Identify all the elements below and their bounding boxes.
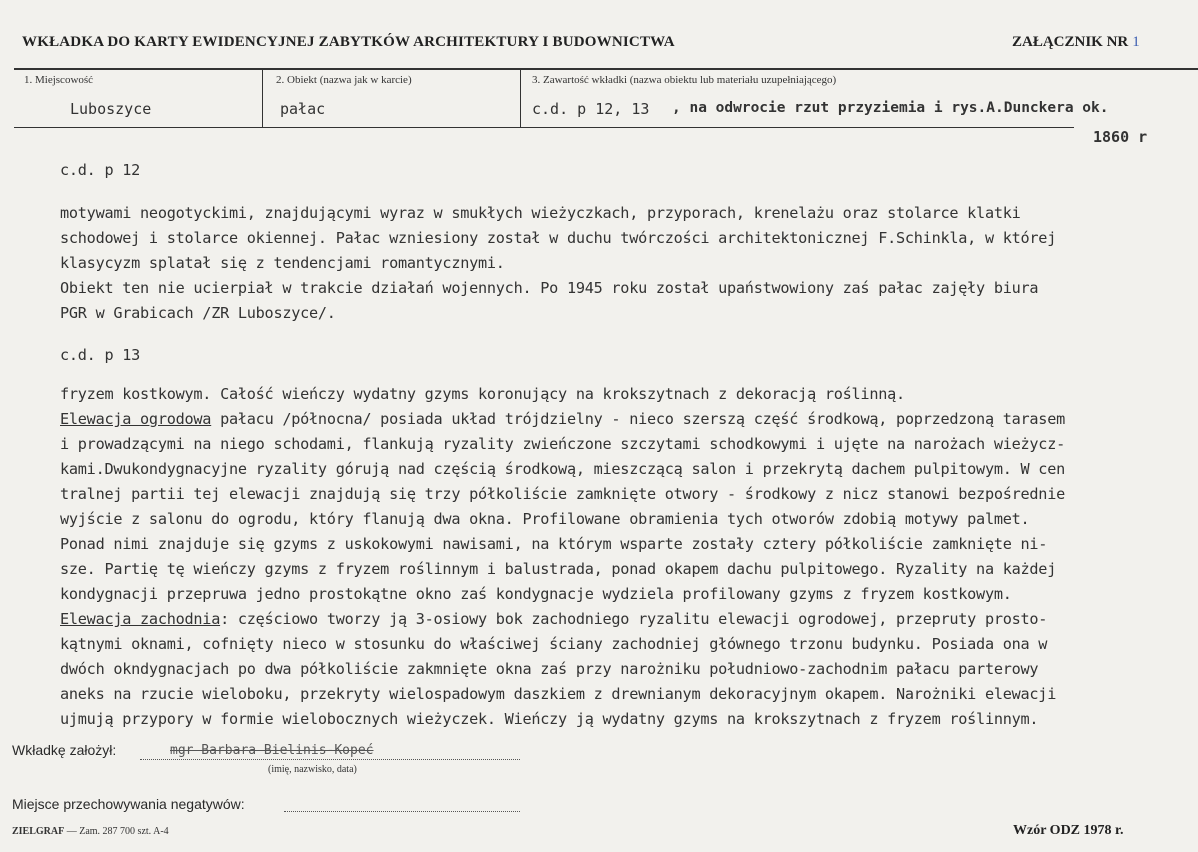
locality-caption: 1. Miejscowość [24,74,94,86]
content-value-pages: c.d. p 12, 13 [532,100,650,118]
p13-line: ujmują przypory w formie wielobocznych wieżyczek. Wieńczy ją wydatny gzyms na krokszytnach z fryzem roślinnym. [60,710,1039,728]
content-value-year: 1860 r [1093,128,1148,146]
garden-elevation-label: Elewacja ogrodowa [60,410,212,428]
printer-details: — Zam. 287 700 szt. A-4 [64,826,169,837]
author-hint: (imię, nazwisko, data) [268,764,357,775]
p12-line: motywami neogotyckimi, znajdującymi wyraz w smukłych wieżyczkach, przyporach, krenelażu oraz stolarce klatki [60,204,1021,222]
p13-line: wyjście z salonu do ogrodu, który flanują dwa okna. Profilowane obramienia tych otworów zdobią motywy palmet. [60,510,1030,528]
west-elevation-label: Elewacja zachodnia [60,610,221,628]
p13-line: kami.Dwukondygnacyjne ryzality górują nad częścią środkową, mieszczącą salon i przekrytą dachem pulpitowym. W cen [60,460,1065,478]
p13-line-west [60,610,1047,628]
p12-line: schodowej i stolarce okiennej. Pałac wzniesiony został w duchu twórczości architektonicznej F.Schinkla, w której [60,229,1057,247]
annex-number: 1 [1132,34,1140,50]
p13-line: dwóch okndygnacjach po dwa półkoliście zakmnięte okna zaś przy narożniku południowo-zachodnim pałacu parterowy [60,660,1039,678]
p13-line: kondygnacji przepruwa jedno prostokątne okno zaś kondygnacje wydziela profilowany gzyms z fryzem kostkowym. [60,585,1012,603]
p13-line: kątnymi oknami, cofnięty nieco w stosunku do właściwej ściany zachodniej głównego trzonu budynku. Posiada ona w [60,635,1048,653]
content-value-description: , na odwrocie rzut przyziemia i rys.A.Dunckera ok. [672,100,1109,116]
p13-line: Ponad nimi znajduje się gzyms z uskokowymi nawisami, na którym wsparte zostały cztery półkoliście zamknięte ni- [60,535,1048,553]
object-caption: 2. Obiekt (nazwa jak w karcie) [276,74,412,86]
printer-name: ZIELGRAF [12,826,65,837]
top-rule [14,68,1198,70]
fields-divider-1 [262,69,263,127]
p12-line: klasycyzm splatał się z tendencjami romantycznymi. [60,254,505,272]
form-title: WKŁADKA DO KARTY EWIDENCYJNEJ ZABYTKÓW ARCHITEKTURY I BUDOWNICTWA [22,34,675,50]
author-dotted-line [140,758,520,760]
p13-line: sze. Partię tę wieńczy gzyms z fryzem roślinnym i balustrada, ponad okapem dachu pulpitowego. Ryzality na każdej [60,560,1057,578]
p12-line: Obiekt ten nie ucierpiał w trakcie działań wojennych. Po 1945 roku został upaństwowiony zaś pałac zajęły biura [60,279,1039,297]
p13-line-garden [60,410,1065,428]
p12-heading: c.d. p 12 [60,161,141,179]
form-model: Wzór ODZ 1978 r. [1013,823,1124,838]
west-elevation-text: : częściowo tworzy ją 3-osiowy bok zachodniego ryzalitu elewacji ogrodowej, przepruty prosto- [220,610,1048,628]
negatives-label: Miejsce przechowywania negatywów: [12,796,245,812]
printer-note [12,826,169,837]
annex-label [1012,34,1140,51]
fields-bottom-rule [14,127,1074,128]
object-value: pałac [280,100,326,118]
p13-line: i prowadzącymi na niego schodami, flankują ryzality zwieńczone szczytami schodkowymi i ujęte na narożach wieżycz- [60,435,1065,453]
p13-line: tralnej partii tej elewacji znajdują się trzy półkoliście zamknięte otwory - środkowy z nicz stanowi bezpośrednie [60,485,1065,503]
fields-divider-2 [520,69,521,127]
p13-line: fryzem kostkowym. Całość wieńczy wydatny gzyms koronujący na krokszytnach z dekoracją roślinną. [60,385,905,403]
content-caption: 3. Zawartość wkładki (nazwa obiektu lub materiału uzupełniającego) [532,74,837,86]
negatives-dotted-line [284,810,520,812]
garden-elevation-text: pałacu /północna/ posiada układ trójdzielny - nieco szerszą część środkową, poprzedzoną tarasem [211,410,1065,428]
p13-line: aneks na rzucie wieloboku, przekryty wielospadowym daszkiem z drewnianym dekoracyjnym okapem. Narożniki elewacji [60,685,1057,703]
annex-label-text: ZAŁĄCZNIK NR [1012,34,1129,50]
locality-value: Luboszyce [70,100,152,118]
author-label: Wkładkę założył: [12,742,117,758]
p13-heading: c.d. p 13 [60,346,141,364]
author-value: mgr Barbara Bielinis-Kopeć [170,743,374,758]
p12-line: PGR w Grabicach /ZR Luboszyce/. [60,304,336,322]
